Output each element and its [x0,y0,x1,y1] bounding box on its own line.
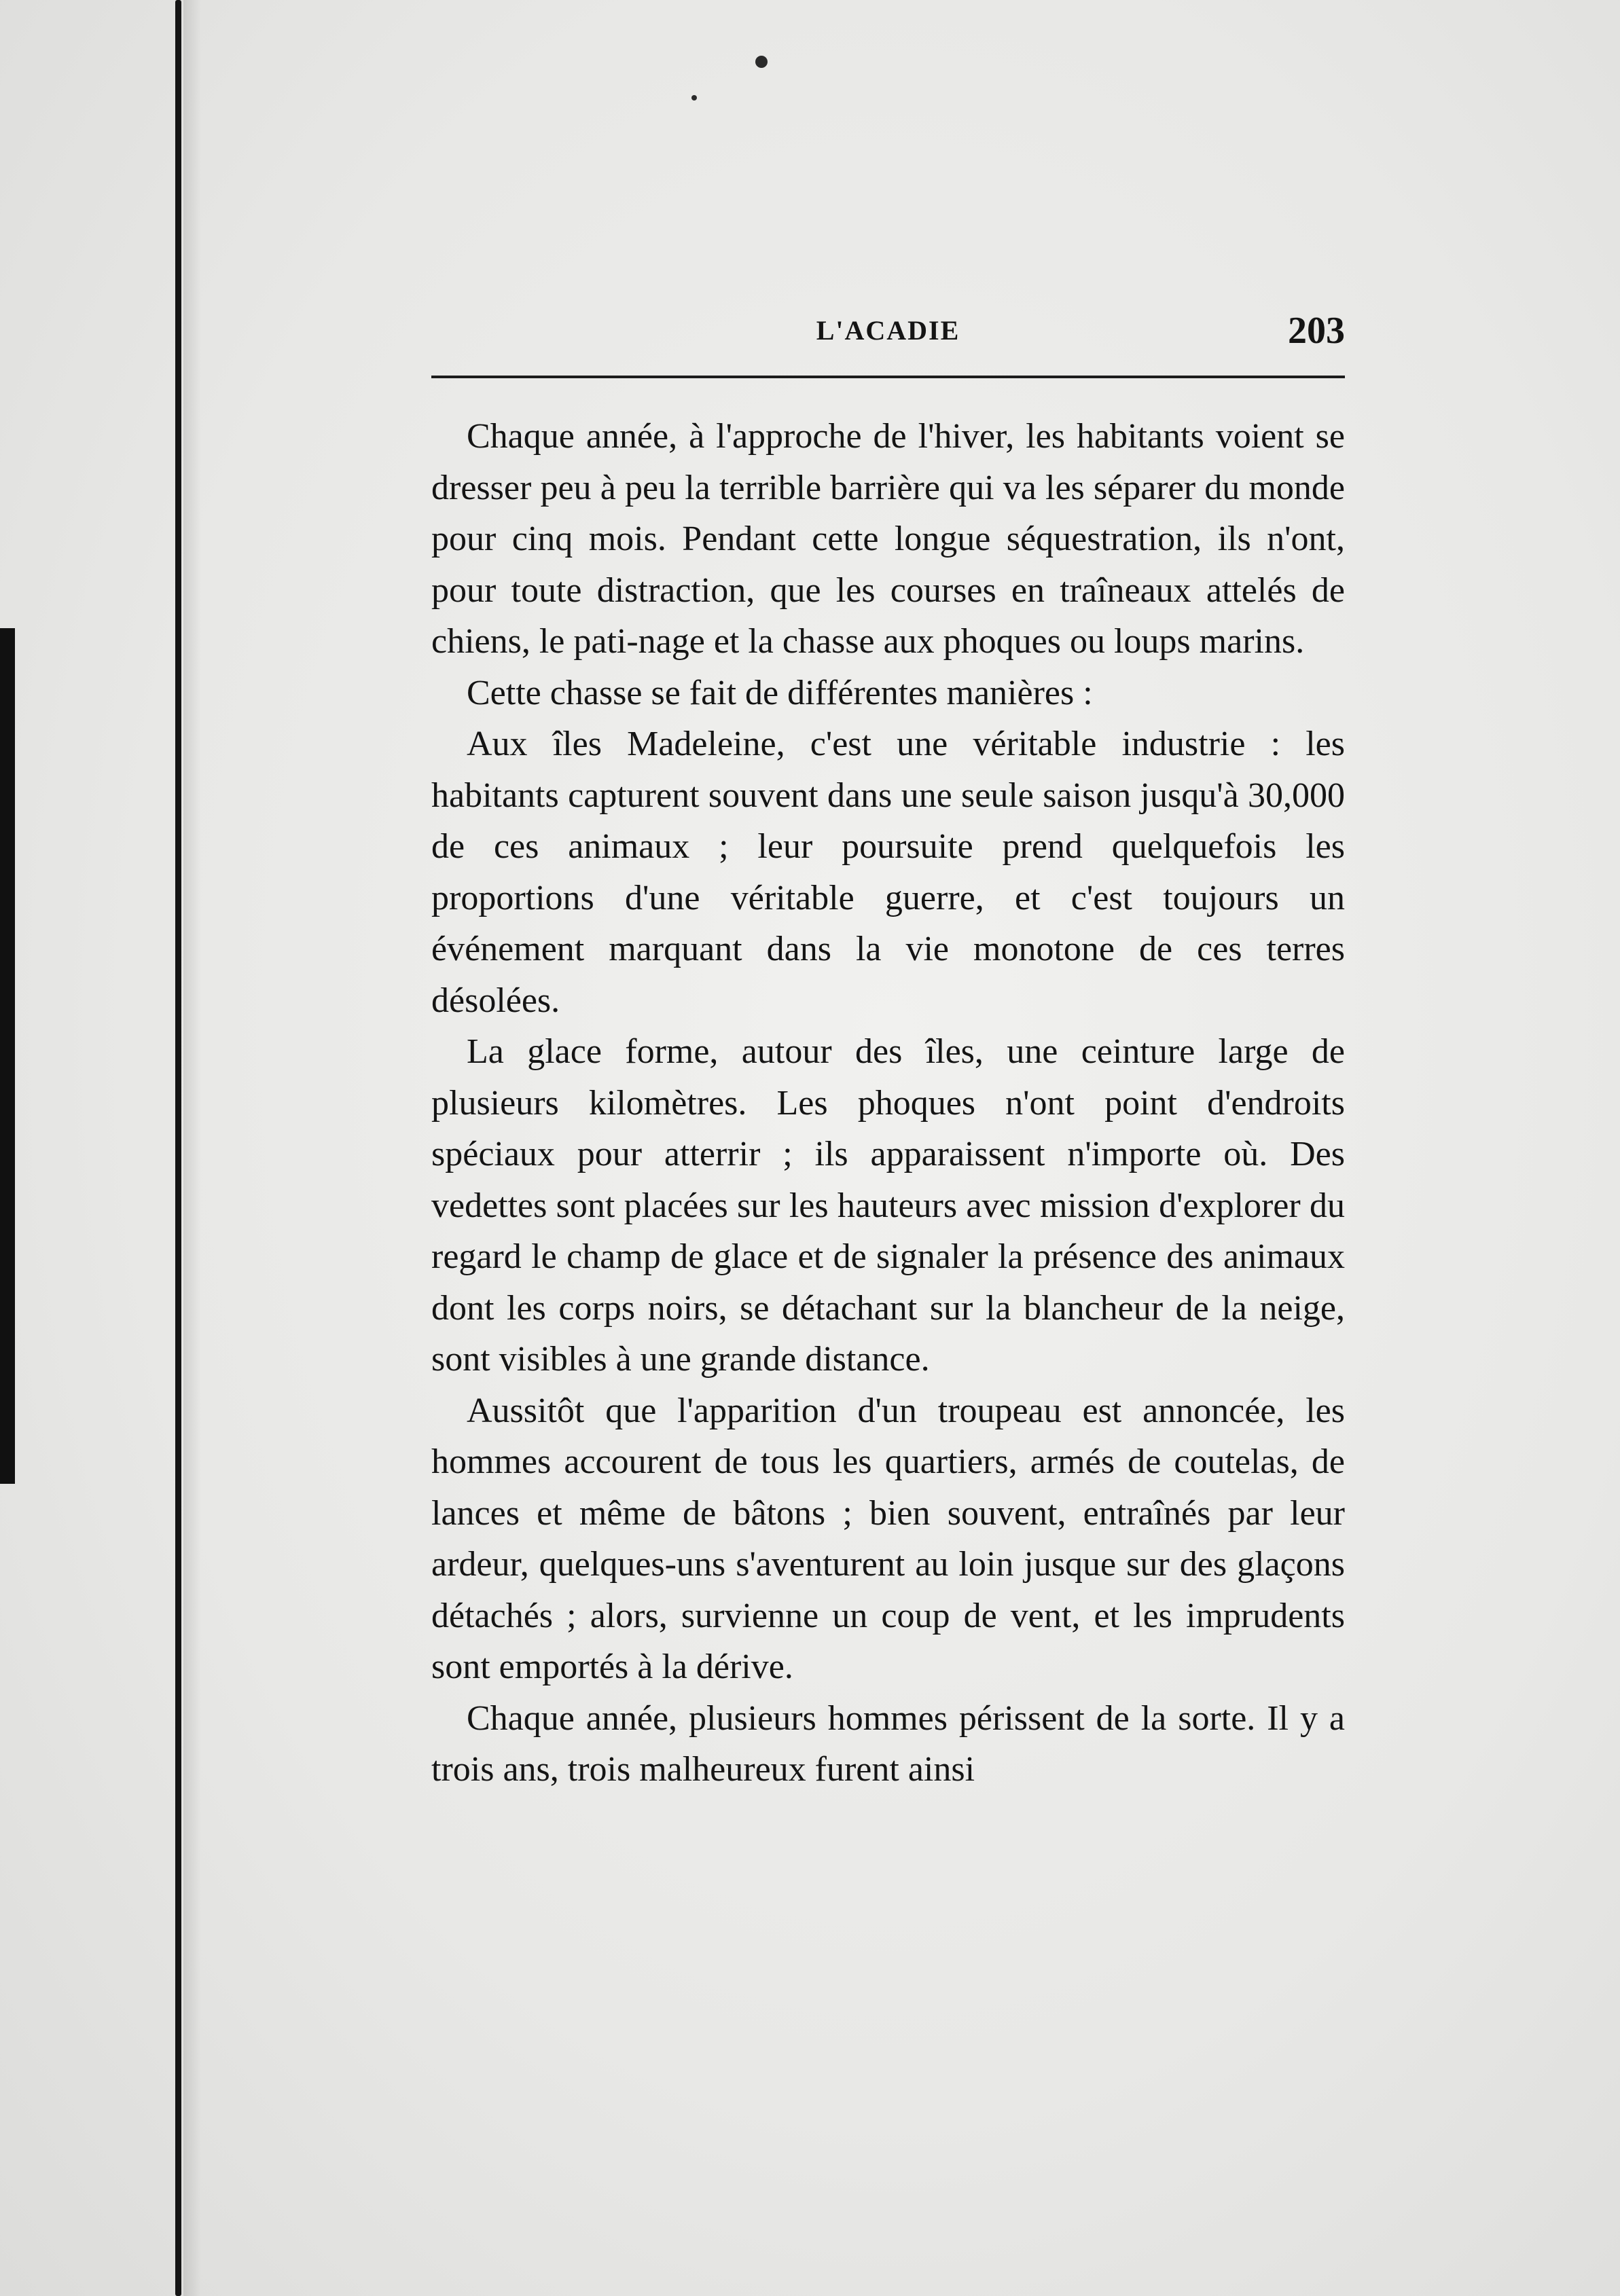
gutter-shadow [183,0,201,2296]
paragraph: Cette chasse se fait de différentes manières : [467,673,1093,712]
paragraph: Chaque année, à l'approche de l'hiver, les habitants voient se dresser peu à peu la terrible barrière qui va les séparer du monde pour cinq mois. Pendant cette longue séquestration, ils n'ont, pour toute distraction, que les courses en traîneaux attelés de chiens, le pati-nage et la chasse aux phoques ou loups marins. [431,417,1345,661]
paragraph: La glace forme, autour des îles, une ceinture large de plusieurs kilomètres. Les phoques n'ont point d'endroits spéciaux pour atterrir ; ils apparaissent n'importe où. Des vedettes sont placées sur les hauteurs avec mission d'explorer du regard le champ de glace et de signaler la présence des animaux dont les corps noirs, se détachant sur la blancheur de la neige, sont visibles à une grande distance. [431,1032,1345,1379]
paragraph: Aux îles Madeleine, c'est une véritable industrie : les habitants capturent souvent dans une seule saison jusqu'à 30,000 de ces animaux ; leur poursuite prend quelquefois les proportions d'une véritable guerre, et c'est toujours un événement marquant dans la vie monotone de ces terres désolées. [431,725,1345,1020]
running-head [431,309,1345,357]
page-number: 203 [1288,310,1345,352]
header-rule [431,376,1345,378]
paper-speck [691,95,697,101]
paper-speck [755,56,768,68]
binding-spine-line [175,0,181,2296]
paragraph: Aussitôt que l'apparition d'un troupeau est annoncée, les hommes accourent de tous les quartiers, armés de coutelas, de lances et même de bâtons ; bien souvent, entraînés par leur ardeur, quelques-uns s'aventurent au loin jusque sur des glaçons détachés ; alors, survienne un coup de vent, et les imprudents sont emportés à la dérive. [431,1391,1345,1686]
page-edge-strip [0,628,15,1484]
paragraph: Chaque année, plusieurs hommes périssent de la sorte. Il y a trois ans, trois malheureux furent ainsi [431,1698,1345,1789]
running-title: L'ACADIE [816,315,960,346]
body-text [431,411,1345,1796]
